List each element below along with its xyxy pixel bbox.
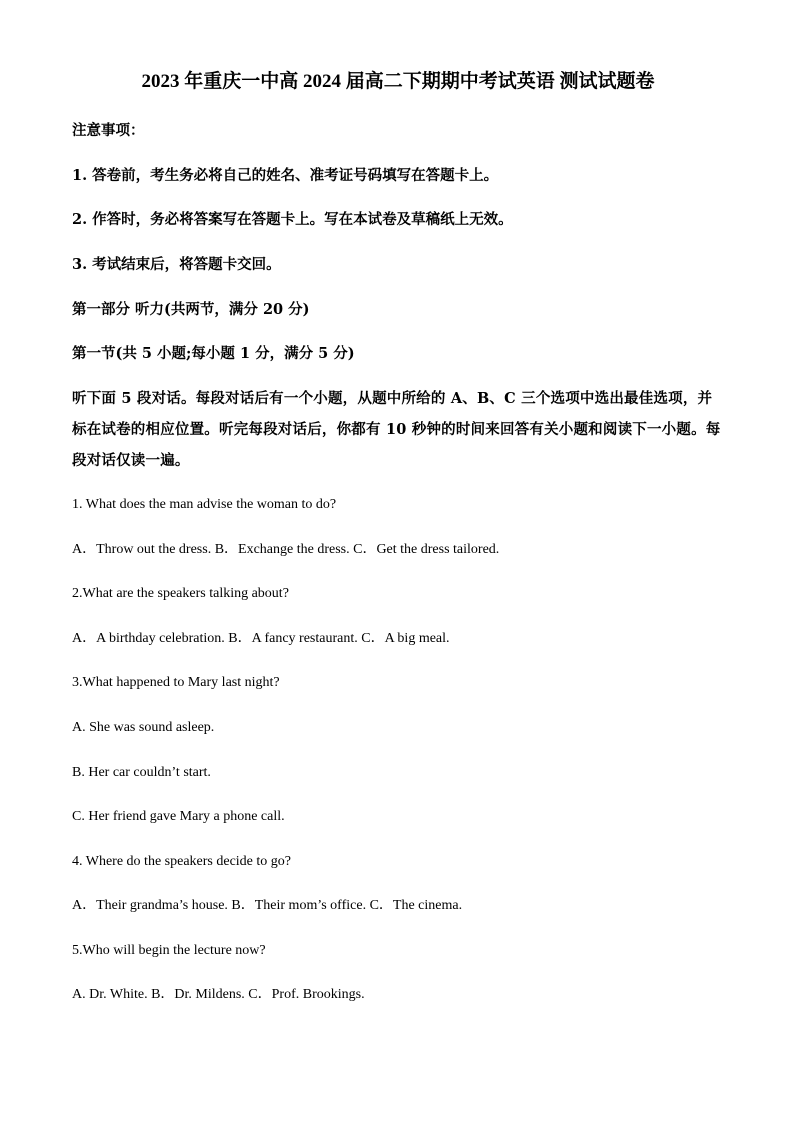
question-5-options: A. Dr. White. B．Dr. Mildens. C．Prof. Brookings.	[72, 987, 365, 1002]
question-2-options: A．A birthday celebration. B．A fancy restaurant. C．A big meal.	[72, 631, 450, 646]
question-5-stem: 5.Who will begin the lecture now?	[72, 943, 266, 958]
question-3-option-c: C. Her friend gave Mary a phone call.	[72, 809, 285, 824]
question-3-option-b: B. Her car couldn’t start.	[72, 765, 211, 780]
notice-heading: 注意事项：	[72, 122, 145, 139]
notice-item-3: 3. 考试结束后，将答题卡交回。	[72, 256, 281, 273]
question-2-stem: 2.What are the speakers talking about?	[72, 586, 289, 601]
part1-heading: 第一部分 听力(共两节，满分 20 分)	[72, 301, 310, 318]
question-1-options: A．Throw out the dress. B．Exchange the dress. C．Get the dress tailored.	[72, 542, 500, 557]
question-3-option-a: A. She was sound asleep.	[72, 720, 215, 735]
question-4-stem: 4. Where do the speakers decide to go?	[72, 854, 291, 869]
question-1-stem: 1. What does the man advise the woman to do?	[72, 497, 337, 512]
notice-item-1: 1. 答卷前，考生务必将自己的姓名、准考证号码填写在答题卡上。	[72, 167, 499, 184]
section1-heading: 第一节(共 5 小题;每小题 1 分，满分 5 分)	[72, 345, 355, 362]
listening-instructions: 听下面 5 段对话。每段对话后有一个小题，从题中所给的 A、B、C 三个选项中选出最佳选项，并标在试卷的相应位置。听完每段对话后，你都有 10 秒钟的时间来回答有关小题和阅读下一小题。每段对话仅读一遍。	[72, 390, 721, 469]
question-3-stem: 3.What happened to Mary last night?	[72, 675, 280, 690]
question-4-options: A．Their grandma’s house. B．Their mom’s office. C．The cinema.	[72, 898, 463, 913]
exam-title: 2023 年重庆一中高 2024 届高二下期期中考试英语 测试试题卷	[141, 71, 655, 92]
notice-item-2: 2. 作答时，务必将答案写在答题卡上。写在本试卷及草稿纸上无效。	[72, 211, 513, 228]
